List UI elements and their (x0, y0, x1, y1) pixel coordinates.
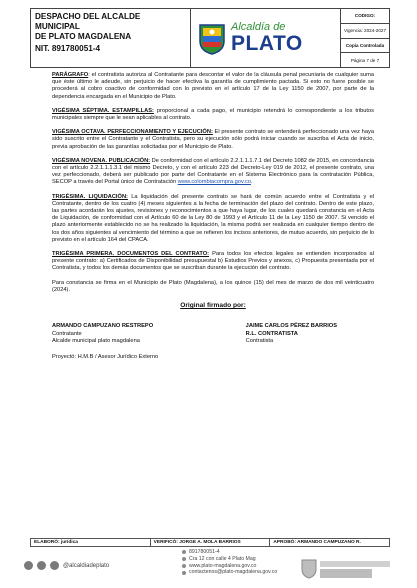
footer-web[interactable]: www.plato-magdalena.gov.co (189, 562, 257, 569)
colombiacompra-link[interactable]: www.colombiacompra.gov.co (177, 179, 251, 186)
clause-30-heading: TRIGÉSIMA. LIQUIDACIÓN: (52, 193, 128, 200)
signing-statement: Para constancia se firma en el Municipio de Plato (Magdalena), a los quince (15) del mes de marzo de dos mil veinticuatro (2024). (52, 279, 374, 293)
document-header (30, 8, 390, 68)
facebook-icon (24, 561, 33, 570)
footer-plato-logo (298, 557, 393, 581)
instagram-icon (37, 561, 46, 570)
twitter-icon (50, 561, 59, 570)
original-signed-by: Original firmado por: (180, 302, 246, 310)
header-control-block (341, 9, 389, 67)
footer-contact (182, 549, 277, 576)
location-icon (182, 557, 186, 561)
codigo-label: CODIGO: (341, 9, 389, 24)
clause-27-text: proporcional a cada pago, el municipio retendrá lo correspondiente a los tributos municipales siempre que le sean aplicables al contrato. (52, 107, 374, 122)
copia-controlada-label: Copia Controlada (341, 39, 389, 54)
footer-address: Cra 12 con calle 4 Plato Mag (189, 555, 256, 562)
elaboro-cell: ELABORÓ: jurídica (31, 539, 151, 546)
contract-body (52, 72, 374, 361)
paragrafo-clause (52, 72, 374, 101)
globe-icon (182, 564, 186, 568)
verifico-cell: VERIFICÓ: JORGE A. MOLA BARRIOS (151, 539, 271, 546)
footer-nit: 891780051-4 (189, 549, 220, 555)
clause-29-text: De conformidad con el artículo 2.2.1.1.1.7.1 del Decreto 1082 de 2015, en concordancia con el artículo 2.2.1.1.1.3.1 del mismo Decreto, y con el artículo 223 del Decreto-Ley 019 de 2012, el presente contrato, una vez perfeccionado, deberá ser publicado por parte del Contratante en el Sistema Electrónico para la contratación Pública, SECOP a través del Portal único de Contratación (52, 157, 374, 186)
logo-plato-text: PLATO (231, 32, 303, 55)
clause-31-text: Para todos los efectos legales se entienden incorporados al presente contrato: a) Certificados de Disponibilidad presupuestal b) Estudios Previos y anexos, c) Propuesta presentada por el Contratista, y todos los demás documentos que se suscriban durante la ejecución del contrato. (52, 251, 374, 272)
clause-27-heading: VIGÉSIMA SÉPTIMA. ESTAMPILLAS: (52, 107, 154, 114)
vigencia-label: Vigencia: 2024-2027 (341, 24, 389, 39)
proyecto-line: Proyectó: H.M.B / Asesor Jurídico Externo (52, 354, 159, 361)
org-name-line1: DESPACHO DEL ALCALDE MUNICIPAL (35, 12, 141, 31)
clause-30-text: La liquidación del presente contrato se hará de común acuerdo entre el Contratista y el Contratante, dentro de los cuatro (4) meses siguientes a la fecha de terminación del plazo del contrato. Dentro de este plazo, las partes acordarán los ajustes, revisiones y reconocimientos a que haya lugar, de los cuales quedará constancia en el Acta de Liquidación, de conformidad con el Artículo 60 de la Ley 80 de 1993 y el Artículo 11 de la Ley 1150 de 2007. Si vencido el plazo anteriormente establecido no se ha realizado la liquidación, la misma podrá ser realizada en cualquier tiempo dentro de los dos años siguientes al vencimiento del término a que se refieren los incisos anteriores, de mutuo acuerdo, sin perjuicio de lo previsto en el artículo 164 del CPACA. (52, 193, 374, 243)
contratista-role: Contratista (245, 338, 274, 345)
header-logo (191, 9, 341, 67)
page-number-label: Página 7 de 7 (350, 57, 380, 63)
approval-bar (30, 538, 390, 547)
clause-28-heading: VIGÉSIMA OCTAVA. PERFECCIONAMIENTO Y EJECUCIÓN: (52, 129, 213, 136)
signatures-block (52, 323, 337, 346)
footer-email[interactable]: contactenos@plato-magdalena.gov.co (189, 569, 278, 576)
municipal-seal-icon (197, 21, 227, 55)
contratante-org: Alcalde municipal plato magdalena (52, 338, 140, 345)
social-handle: @alcaldiadeplato (63, 562, 110, 569)
footer-social (24, 561, 109, 570)
clause-29-heading: VIGÉSIMA NOVENA. PUBLICACIÓN: (52, 157, 151, 164)
clause-31 (52, 251, 374, 273)
contratante-name: ARMANDO CAMPUZANO RESTREPO (52, 323, 154, 330)
aprobo-cell: APROBÓ: ARMANDO CAMPUZANO R. (273, 540, 361, 545)
clause-30 (52, 194, 374, 244)
clause-27 (52, 108, 374, 122)
paragrafo-text: : el contratista autoriza al Contratante para descontar el valor de la cláusula penal pecuniaria de cualquier suma que éste último le adeude, sin perjuicio de hacer efectiva la garantía de cumplimiento pactada. Si esto no fuere posible se procederá al cobro coactivo de conformidad con lo previsto en el artículo 17 de la Ley 1150 de 2007, por parte de la dependencia encargada en el Municipio de Plato. (52, 72, 374, 100)
id-icon (182, 550, 186, 554)
clause-28-text: El presente contrato se entenderá perfeccionado una vez haya sido suscrito entre el Contratante y el Contratista, pero su ejecución sólo podrá iniciar cuando se suscriba el Acta de inicio, previa aprobación de las garantías solicitadas por el Municipio de Plato. (52, 129, 374, 150)
contratista-org: R.L. CONTRATISTA (245, 330, 298, 337)
signature-contratista (246, 323, 337, 346)
paragrafo-heading: PARÁGRAFO (52, 72, 89, 78)
contratista-name: JAIME CARLOS PÉREZ BARRIOS (245, 323, 337, 330)
signature-contratante (52, 323, 153, 346)
clause-28 (52, 129, 374, 151)
clause-29 (52, 158, 374, 187)
org-name-line2: DE PLATO MAGDALENA (35, 32, 132, 41)
contratante-role: Contratante (52, 330, 82, 337)
clause-31-heading: TRIGÉSIMA PRIMERA. DOCUMENTOS DEL CONTRATO: (52, 251, 210, 258)
header-org-block (31, 9, 191, 67)
logo-alcaldia-text: Alcaldía de (231, 21, 286, 33)
clause-29-end: . (250, 179, 253, 186)
page-footer (0, 549, 417, 588)
email-icon (182, 571, 186, 575)
org-nit: NIT. 891780051-4 (35, 44, 101, 53)
